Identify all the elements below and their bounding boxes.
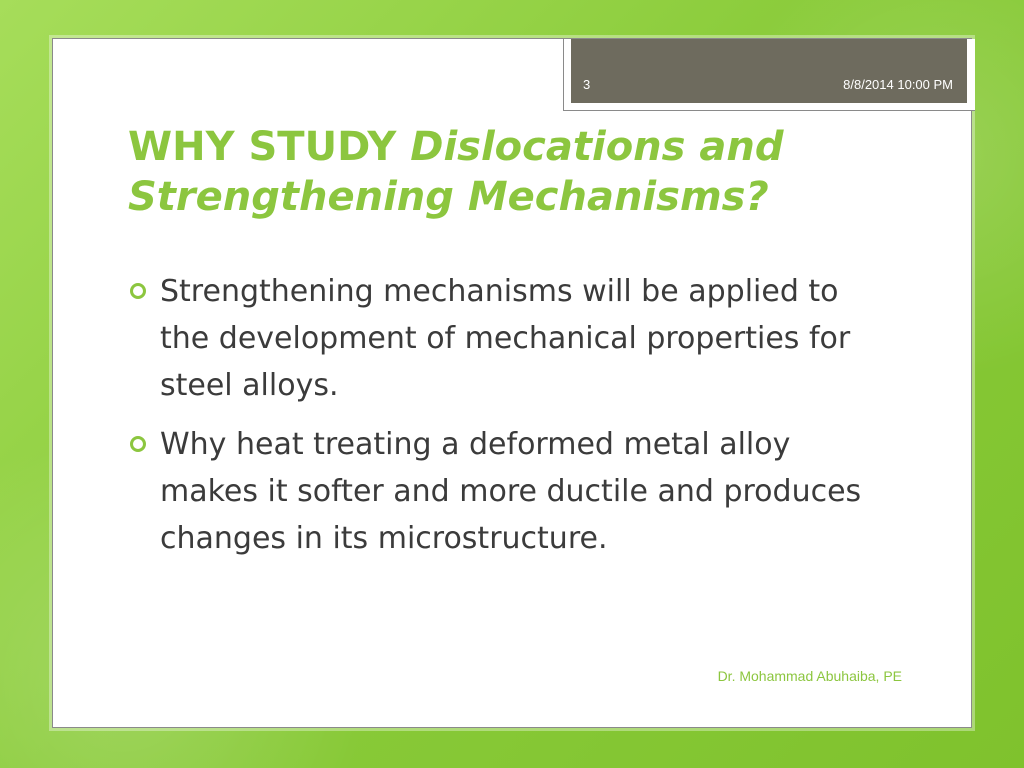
bullet-list (128, 268, 888, 574)
slide-number: 3 (583, 77, 591, 92)
footer-author: Dr. Mohammad Abuhaiba, PE (717, 668, 902, 684)
slide-date: 8/8/2014 10:00 PM (843, 77, 953, 92)
title-plain: WHY STUDY (128, 124, 411, 170)
list-item (128, 268, 888, 409)
bullet-text: Strengthening mechanisms will be applied to the development of mechanical properties for steel alloys. (160, 274, 851, 403)
hollow-circle-bullet-icon (130, 436, 146, 452)
hollow-circle-bullet-icon (130, 283, 146, 299)
slide-title (128, 122, 908, 222)
list-item (128, 421, 888, 562)
bullet-text: Why heat treating a deformed metal alloy makes it softer and more ductile and produces changes in its microstructure. (160, 427, 862, 556)
title-italic: Dislocations and Strengthening Mechanisms? (128, 124, 784, 220)
header-bar (571, 39, 967, 103)
